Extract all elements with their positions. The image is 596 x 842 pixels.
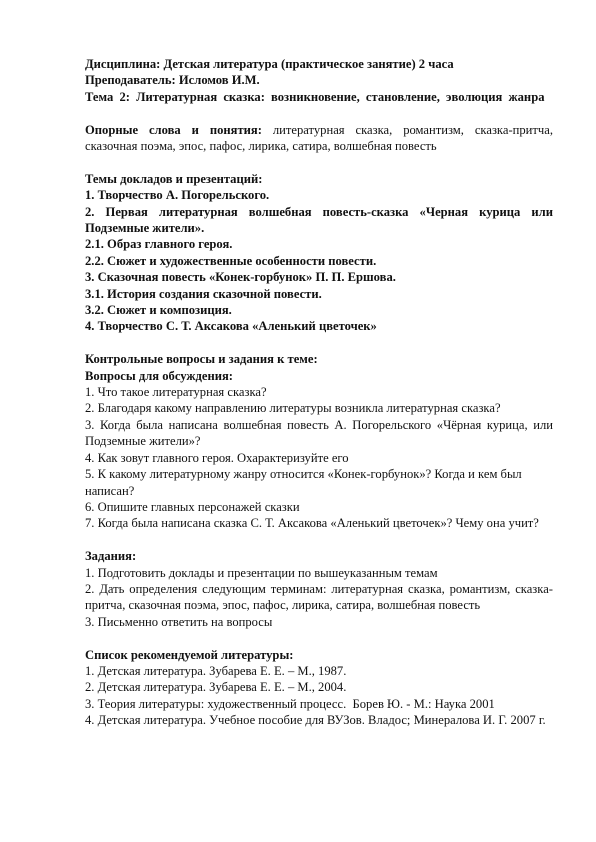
task-item: 2. Дать определения следующим терминам: литературная сказка, романтизм, сказка-притча, сказочная поэма, эпос, пафос, лирика, сатира, волшебная повесть <box>85 581 553 613</box>
report-item: 2. Первая литературная волшебная повесть-сказка «Черная курица или Подземные жители». <box>85 204 553 236</box>
teacher-name: Преподаватель: Исломов И.М. <box>85 73 260 88</box>
question-item: 3. Когда была написана волшебная повесть А. Погорельского «Чёрная курица, или Подземные жители»? <box>85 417 553 449</box>
task-item: 3. Письменно ответить на вопросы <box>85 614 273 629</box>
report-item: 2.1. Образ главного героя. <box>85 237 233 252</box>
topic-title: Тема 2: Литературная сказка: возникновение, становление, эволюция жанра <box>85 89 545 104</box>
report-item: 3.1. История создания сказочной повести. <box>85 286 322 301</box>
literature-item: 3. Теория литературы: художественный процесс. Борев Ю. - М.: Наука 2001 <box>85 696 495 711</box>
report-item: 4. Творчество С. Т. Аксакова «Аленький цветочек» <box>85 319 377 334</box>
question-item: 5. К какому литературному жанру относится «Конек-горбунок»? Когда и кем был написан? <box>85 467 522 498</box>
keywords-paragraph <box>85 122 553 155</box>
literature-item: 1. Детская литература. Зубарева Е. Е. – М., 1987. <box>85 663 347 678</box>
keywords-text: литературная сказка, романтизм, сказка-притча, сказочная поэма, эпос, пафос, лирика, сатира, волшебная повесть <box>85 122 553 154</box>
literature-item: 4. Детская литература. Учебное пособие для ВУЗов. Владос; Минералова И. Г. 2007 г. <box>85 713 546 728</box>
question-item: 4. Как зовут главного героя. Охарактеризуйте его <box>85 450 349 465</box>
tasks-heading: Задания: <box>85 549 137 564</box>
report-item: 1. Творчество А. Погорельского. <box>85 188 270 203</box>
discipline-title: Дисциплина: Детская литература (практическое занятие) 2 часа <box>85 57 454 71</box>
question-item: 2. Благодаря какому направлению литературы возникла литературная сказка? <box>85 401 501 416</box>
question-item: 1. Что такое литературная сказка? <box>85 385 267 400</box>
control-heading: Контрольные вопросы и задания к теме: <box>85 352 318 367</box>
question-item: 7. Когда была написана сказка С. Т. Аксакова «Аленький цветочек»? Чему она учит? <box>85 516 539 531</box>
task-item: 1. Подготовить доклады и презентации по вышеуказанным темам <box>85 565 438 580</box>
document-page <box>85 56 553 729</box>
report-item: 3.2. Сюжет и композиция. <box>85 303 232 318</box>
report-item: 2.2. Сюжет и художественные особенности повести. <box>85 253 377 268</box>
question-item: 6. Опишите главных персонажей сказки <box>85 499 300 514</box>
literature-heading: Список рекомендуемой литературы: <box>85 647 294 662</box>
reports-heading: Темы докладов и презентаций: <box>85 171 263 186</box>
literature-item: 2. Детская литература. Зубарева Е. Е. – М., 2004. <box>85 680 347 695</box>
keywords-label: Опорные слова и понятия: <box>85 122 262 137</box>
report-item: 3. Сказочная повесть «Конек-горбунок» П. П. Ершова. <box>85 270 396 285</box>
discussion-subheading: Вопросы для обсуждения: <box>85 368 233 383</box>
